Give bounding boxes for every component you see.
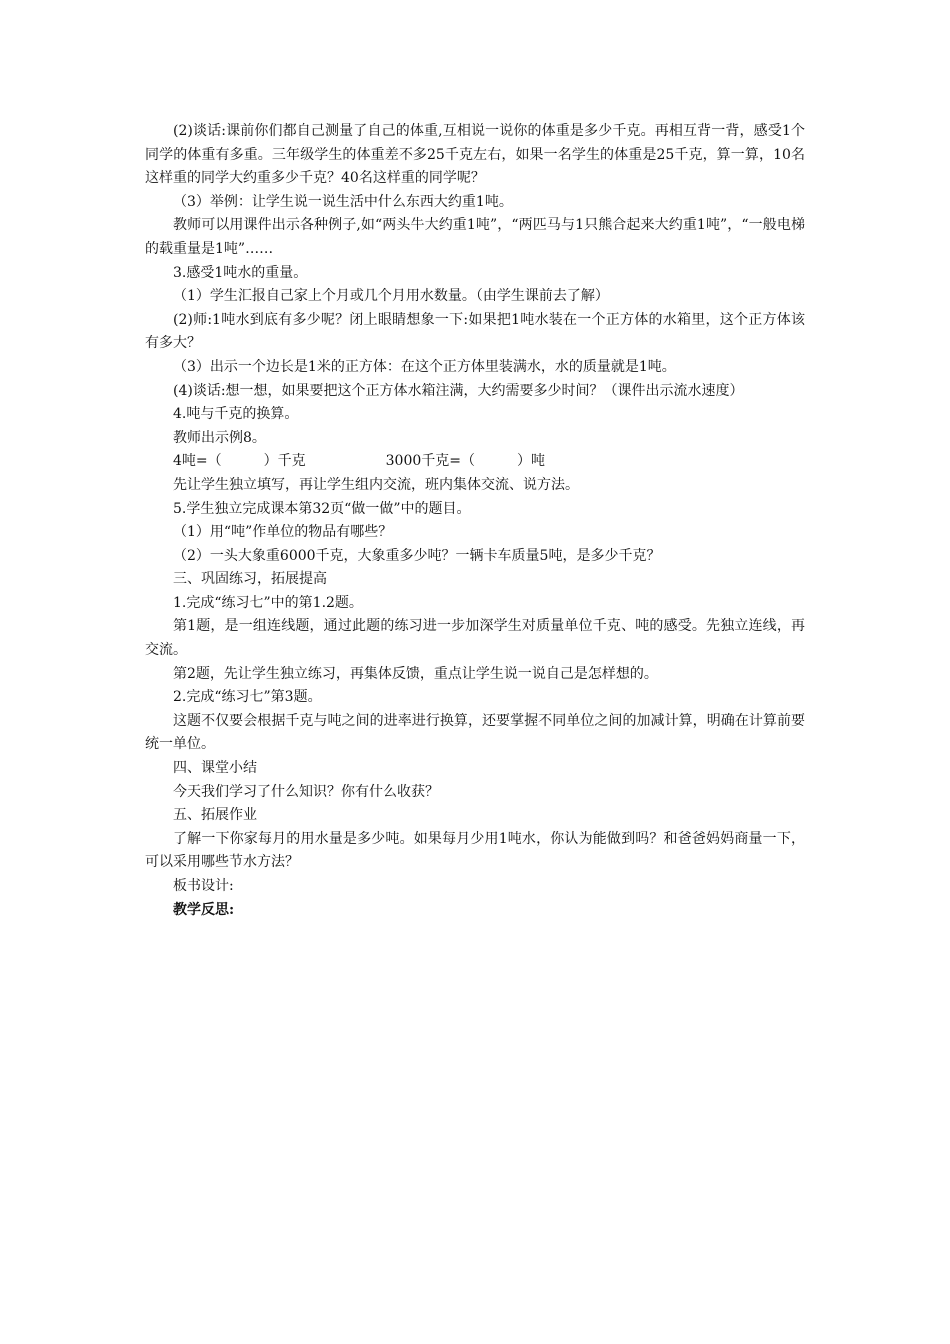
paragraph-independent: 先让学生独立填写，再让学生组内交流，班内集体交流、说方法。 bbox=[173, 476, 579, 493]
paragraph-practice-1: 1.完成“练习七”中的第1.2题。 bbox=[173, 594, 363, 611]
conversion-ton-to-kg: 4吨=（ ）千克 bbox=[173, 453, 306, 470]
paragraph-fill-time: (4)谈话:想一想，如果要把这个正方体水箱注满，大约需要多少时间？（课件出示流水速度） bbox=[173, 382, 744, 399]
paragraph-teacher-examples: 教师可以用课件出示各种例子,如“两头牛大约重1吨”，“两匹马与1只熊合起来大约重1吨”，“一般电梯的载重量是1吨”…… bbox=[145, 217, 805, 257]
paragraph-question-2: （2）一头大象重6000千克，大象重多少吨？一辆卡车质量5吨，是多少千克？ bbox=[173, 547, 661, 564]
paragraph-imagine: (2)师:1吨水到底有多少呢？闭上眼睛想象一下:如果把1吨水装在一个正方体的水箱里，这个正方体该有多大？ bbox=[145, 311, 805, 352]
paragraph-homework: 了解一下你家每月的用水量是多少吨。如果每月少用1吨水，你认为能做到吗？和爸爸妈妈商量一下，可以采用哪些节水方法？ bbox=[145, 830, 805, 871]
paragraph-practice-2-detail: 这题不仅要会根据千克与吨之间的进率进行换算，还要掌握不同单位之间的加减计算，明确在计算前要统一单位。 bbox=[145, 712, 805, 753]
paragraph-question-1-detail: 第1题，是一组连线题，通过此题的练习进一步加深学生对质量单位千克、吨的感受。先独立连线，再交流。 bbox=[145, 618, 805, 659]
paragraph-section-5: 5.学生独立完成课本第32页“做一做”中的题目。 bbox=[173, 500, 471, 517]
heading-homework: 五、拓展作业 bbox=[173, 807, 257, 824]
paragraph-practice-2: 2.完成“练习七”第3题。 bbox=[173, 689, 322, 706]
conversion-kg-to-ton: 3000千克=（ ）吨 bbox=[385, 453, 545, 470]
paragraph-question-1: （1）用“吨”作单位的物品有哪些？ bbox=[173, 524, 393, 541]
document-body bbox=[145, 120, 805, 922]
heading-summary: 四、课堂小结 bbox=[173, 760, 257, 777]
paragraph-report: （1）学生汇报自己家上个月或几个月用水数量。（由学生课前去了解） bbox=[173, 288, 609, 305]
paragraph-section-3: 3.感受1吨水的重量。 bbox=[173, 264, 308, 281]
heading-practice: 三、巩固练习，拓展提高 bbox=[173, 571, 327, 588]
paragraph-cube: （3）出示一个边长是1米的正方体：在这个正方体里装满水，水的质量就是1吨。 bbox=[173, 358, 676, 375]
paragraph-section-4: 4.吨与千克的换算。 bbox=[173, 406, 299, 423]
paragraph-example-8: 教师出示例8。 bbox=[173, 429, 266, 446]
paragraph-example: （3）举例：让学生说一说生活中什么东西大约重1吨。 bbox=[173, 193, 513, 210]
example-conversion-row bbox=[145, 450, 805, 474]
paragraph-question-2-detail: 第2题，先让学生独立练习，再集体反馈，重点让学生说一说自己是怎样想的。 bbox=[173, 665, 658, 682]
paragraph-summary: 今天我们学习了什么知识？你有什么收获？ bbox=[173, 783, 439, 800]
heading-reflection: 教学反思: bbox=[173, 901, 235, 918]
paragraph-board-design: 板书设计: bbox=[173, 878, 234, 894]
paragraph-talk-weight: (2)谈话:课前你们都自己测量了自己的体重,互相说一说你的体重是多少千克。再相互背一背，感受1个同学的体重有多重。三年级学生的体重差不多25千克左右，如果一名学生的体重是25千克，算一算，10名这样重的同学大约重多少千克？40名这样重的同学呢？ bbox=[145, 123, 805, 187]
